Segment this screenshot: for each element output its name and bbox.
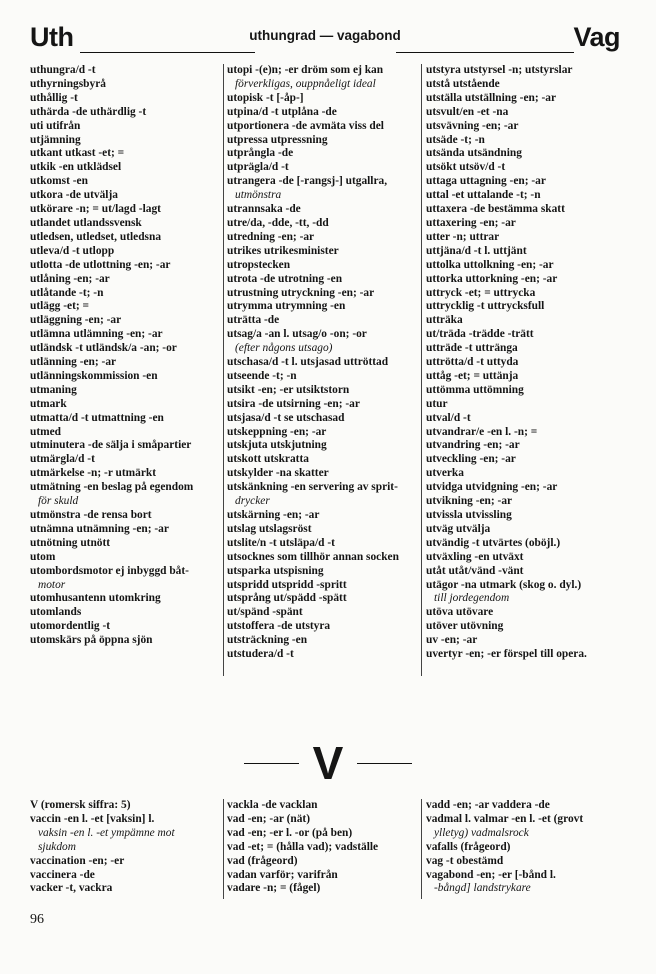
dictionary-entry: utrangera -de [-rangsj-] utgallra, [227,175,388,188]
entry-column-1 [30,64,220,648]
dictionary-entry: utskott utskratta [227,453,309,466]
dictionary-entry: utre/da, -dde, -tt, -dd [227,216,329,229]
dictionary-entry: utstudera/d -t [227,648,294,661]
dictionary-entry: utseende -t; -n [227,369,297,382]
dictionary-entry: utprångla -de [227,147,294,160]
dictionary-entry: utsända utsändning [426,147,522,160]
dictionary-entry: utmatta/d -t utmattning -en [30,411,164,424]
dictionary-entry: uttorka uttorkning -en; -ar [426,272,558,285]
dictionary-entry: utlotta -de utlottning -en; -ar [30,258,171,271]
dictionary-entry: utskjuta utskjutning [227,439,327,452]
dictionary-entry: utropstecken [227,258,291,271]
dictionary-entry: uthyrningsbyrå [30,77,106,90]
dictionary-entry: ylletyg) vadmalsrock [434,826,529,839]
dictionary-entry: vadare -n; = (fågel) [227,882,321,895]
dictionary-entry: vadmal l. valmar -en l. -et (grovt [426,812,584,825]
dictionary-entry: utskylder -na skatter [227,467,329,480]
dictionary-entry: utminutera -de sälja i småpartier [30,439,192,452]
dictionary-entry: vad (frågeord) [227,854,298,867]
dictionary-entry: utmönstra [235,189,282,202]
dictionary-entry: utländsk -t utländsk/a -an; -or [30,342,177,355]
dictionary-entry: utredning -en; -ar [227,230,315,243]
dictionary-entry: utmaning [30,383,77,396]
dictionary-entry: utsira -de utsirning -en; -ar [227,397,360,410]
header-rule-left [80,52,255,53]
dictionary-entry: utägor -na utmark (skog o. dyl.) [426,578,582,591]
dictionary-entry: vad -en; -er l. -or (på ben) [227,826,353,839]
dictionary-entry: uttal -et uttalande -t; -n [426,189,541,202]
dictionary-entry: utväg utvälja [426,522,491,535]
dictionary-entry: utmärkelse -n; -r utmärkt [30,467,157,480]
dictionary-entry: utmark [30,397,67,410]
section-heading [0,737,656,790]
dictionary-entry: uttrötta/d -t uttyda [426,356,519,369]
dictionary-entry: utlämna utlämning -en; -ar [30,328,163,341]
dictionary-entry: utportionera -de avmäta viss del [227,119,384,132]
dictionary-entry: utöva utövare [426,606,494,619]
dictionary-entry: utträka [426,314,463,327]
dictionary-entry: utställa utställning -en; -ar [426,91,557,104]
dictionary-entry: utrikes utrikesminister [227,244,339,257]
dictionary-entry: ut/spänd -spänt [227,606,303,619]
dictionary-entry: utrustning utryckning -en; -ar [227,286,375,299]
dictionary-entry: utläggning -en; -ar [30,314,122,327]
column-divider [223,64,224,676]
entry-column-v1 [30,799,220,896]
dictionary-entry: utskärning -en; -ar [227,509,320,521]
entry-column-3 [426,64,622,662]
column-divider [223,799,224,899]
dictionary-entry: utlåning -en; -ar [30,272,110,285]
dictionary-entry: utsäde -t; -n [426,133,485,146]
dictionary-entry: utschasa/d -t l. utsjasad uttröttad [227,356,389,369]
dictionary-entry: utpressa utpressning [227,133,328,146]
dictionary-entry: uthärda -de uthärdlig -t [30,105,147,118]
dictionary-entry: utmätning -en beslag på egendom [30,481,194,494]
dictionary-entry: vaksin -en l. -et ympämne mot [38,826,175,839]
dictionary-entry: utsvult/en -et -na [426,105,509,118]
dictionary-entry: utjämning [30,133,81,146]
dictionary-entry: utskänkning -en servering av sprit- [227,481,398,494]
dictionary-entry: uttryck -et; = uttrycka [426,286,536,299]
dictionary-entry: uttrycklig -t uttrycksfull [426,300,545,313]
dictionary-entry: vadan varför; varifrån [227,868,338,881]
dictionary-entry: uttjäna/d -t l. uttjänt [426,244,527,257]
dictionary-entry: motor [38,578,66,591]
column-divider [421,799,422,899]
dictionary-entry: utomordentlig -t [30,620,111,633]
dictionary-entry: utsocknes som tillhör annan socken [227,550,399,563]
dictionary-entry: utnämna utnämning -en; -ar [30,522,169,535]
section-letter: V [312,737,344,789]
dictionary-entry: utmed [30,425,62,438]
dictionary-entry: utval/d -t [426,411,471,424]
dictionary-entry: utverka [426,467,464,480]
entry-column-v2 [227,799,417,896]
dictionary-entry: utlänning -en; -ar [30,356,117,369]
dictionary-entry: utprägla/d -t [227,161,289,174]
dictionary-entry: utkik -en utklädsel [30,161,122,174]
dictionary-entry: utter -n; uttrar [426,230,500,243]
dictionary-entry: uthållig -t [30,91,78,104]
dictionary-entry: utvandrar/e -en l. -n; = [426,425,538,438]
dictionary-entry: utveckling -en; -ar [426,453,516,466]
dictionary-entry: till jordegendom [434,592,510,605]
header-rule-right [396,52,574,53]
page-number: 96 [30,912,44,927]
dictionary-entry: utledsen, utledset, utledsna [30,230,162,243]
dictionary-entry: utpina/d -t utplåna -de [227,105,337,118]
dictionary-entry: utlägg -et; = [30,300,89,313]
dictionary-entry: utkant utkast -et; = [30,147,125,160]
dictionary-entry: utstyra utstyrsel -n; utstyrslar [426,64,573,76]
dictionary-entry: utopi -(e)n; -er dröm som ej kan [227,64,384,76]
dictionary-entry: utkörare -n; = ut/lagd -lagt [30,203,161,216]
dictionary-entry: utomhusantenn utomkring [30,592,161,605]
dictionary-entry: vaccinera -de [30,868,95,881]
dictionary-entry: utomlands [30,606,82,619]
dictionary-entry: vadd -en; -ar vaddera -de [426,799,550,811]
dictionary-entry: utväxling -en utväxt [426,550,524,563]
dictionary-entry: uvertyr -en; -er förspel till opera. [426,648,587,661]
dictionary-entry: uthungra/d -t [30,64,96,76]
dictionary-entry: utsikt -en; -er utsiktstorn [227,383,350,396]
dictionary-entry: utlåtande -t; -n [30,286,104,299]
dictionary-entry: utslag utslagsröst [227,522,312,535]
dictionary-entry: förverkligas, ouppnåeligt ideal [235,77,376,90]
dictionary-entry: vagabond -en; -er [-bånd l. [426,868,556,881]
dictionary-entry: sjukdom [38,840,76,853]
dictionary-entry: vackla -de vacklan [227,799,318,811]
dictionary-entry: utrannsaka -de [227,203,301,216]
dictionary-entry: utöver utövning [426,620,504,633]
header-right-guideword: Vag [573,22,620,52]
dictionary-entry: utsträckning -en [227,634,308,647]
dictionary-entry: utvidga utvidgning -en; -ar [426,481,558,494]
dictionary-entry: vad -et; = (hålla vad); vadställe [227,840,379,853]
dictionary-entry: uttaxering -en; -ar [426,216,516,229]
dictionary-entry: utur [426,397,448,410]
dictionary-entry: för skuld [38,495,79,508]
dictionary-entry: utnötning utnött [30,536,111,549]
section-dash-right [357,763,412,764]
dictionary-entry: uti utifrån [30,119,81,132]
dictionary-entry: utomskärs på öppna sjön [30,634,153,647]
dictionary-entry: utspridd utspridd -spritt [227,578,347,591]
dictionary-entry: utombordsmotor ej inbyggd båt- [30,564,189,577]
dictionary-entry: utsjasa/d -t se utschasad [227,411,345,424]
dictionary-entry: vafalls (frågeord) [426,840,511,853]
dictionary-entry: vaccination -en; -er [30,854,125,867]
dictionary-entry: utopisk -t [-åp-] [227,91,304,104]
dictionary-entry: utträde -t utträngа [426,342,518,355]
column-divider [421,64,422,676]
dictionary-entry: uv -en; -ar [426,634,478,647]
dictionary-entry: utrota -de utrotning -en [227,272,343,285]
dictionary-entry: utkora -de utvälja [30,189,118,202]
dictionary-entry: drycker [235,495,270,508]
dictionary-entry: utskeppning -en; -ar [227,425,327,438]
dictionary-entry: V (romersk siffra: 5) [30,799,131,811]
dictionary-entry: -bångd] landstrykare [434,882,531,895]
dictionary-entry: utvissla utvissling [426,509,512,521]
dictionary-entry: uttömma uttömning [426,383,524,396]
header-center-range: uthungrad — vagabond [249,28,401,43]
dictionary-entry: utsparka utspisning [227,564,324,577]
dictionary-entry: utvändig -t utvärtes (oböjl.) [426,536,561,549]
dictionary-entry: uttolka uttolkning -en; -ar [426,258,554,271]
page-header [30,22,620,60]
dictionary-entry: utlänningskommission -en [30,369,158,382]
dictionary-entry: utåt utåt/vänd -vänt [426,564,524,577]
header-left-guideword: Uth [30,22,74,52]
dictionary-entry: vag -t obestämd [426,854,504,867]
dictionary-entry: utvandring -en; -ar [426,439,520,452]
dictionary-entry: utsag/a -an l. utsag/o -on; -or [227,328,367,341]
dictionary-entry: utleva/d -t utlopp [30,244,115,257]
dictionary-entry: utstoffera -de utstyra [227,620,331,633]
dictionary-entry: utmärgla/d -t [30,453,95,466]
dictionary-entry: utom [30,550,56,563]
dictionary-entry: utstå utstående [426,77,500,90]
dictionary-entry: vad -en; -ar (nät) [227,812,310,825]
dictionary-entry: utmönstra -de rensa bort [30,509,152,521]
dictionary-entry: (efter någons utsago) [235,342,333,355]
dictionary-entry: utsökt utsöv/d -t [426,161,506,174]
dictionary-entry: utsprång ut/spädd -spätt [227,592,347,605]
dictionary-entry: utrymma utrymning -en [227,300,346,313]
dictionary-entry: uträtta -de [227,314,280,327]
dictionary-entry: uttaga uttagning -en; -ar [426,175,546,188]
dictionary-entry: vacker -t, vackra [30,882,113,895]
dictionary-entry: vaccin -en l. -et [vaksin] l. [30,812,155,825]
dictionary-entry: utslite/n -t utsläpa/d -t [227,536,335,549]
entry-column-v3 [426,799,622,896]
entry-column-2 [227,64,417,662]
section-dash-left [244,763,299,764]
dictionary-entry: uttåg -et; = uttänja [426,369,519,382]
dictionary-entry: uttaxera -de bestämma skatt [426,203,565,216]
dictionary-entry: utlandet utlandssvensk [30,216,142,229]
dictionary-entry: utsvävning -en; -ar [426,119,519,132]
dictionary-entry: utvikning -en; -ar [426,495,513,508]
dictionary-entry: ut/träda -trädde -trätt [426,328,534,341]
dictionary-entry: utkomst -en [30,175,88,188]
